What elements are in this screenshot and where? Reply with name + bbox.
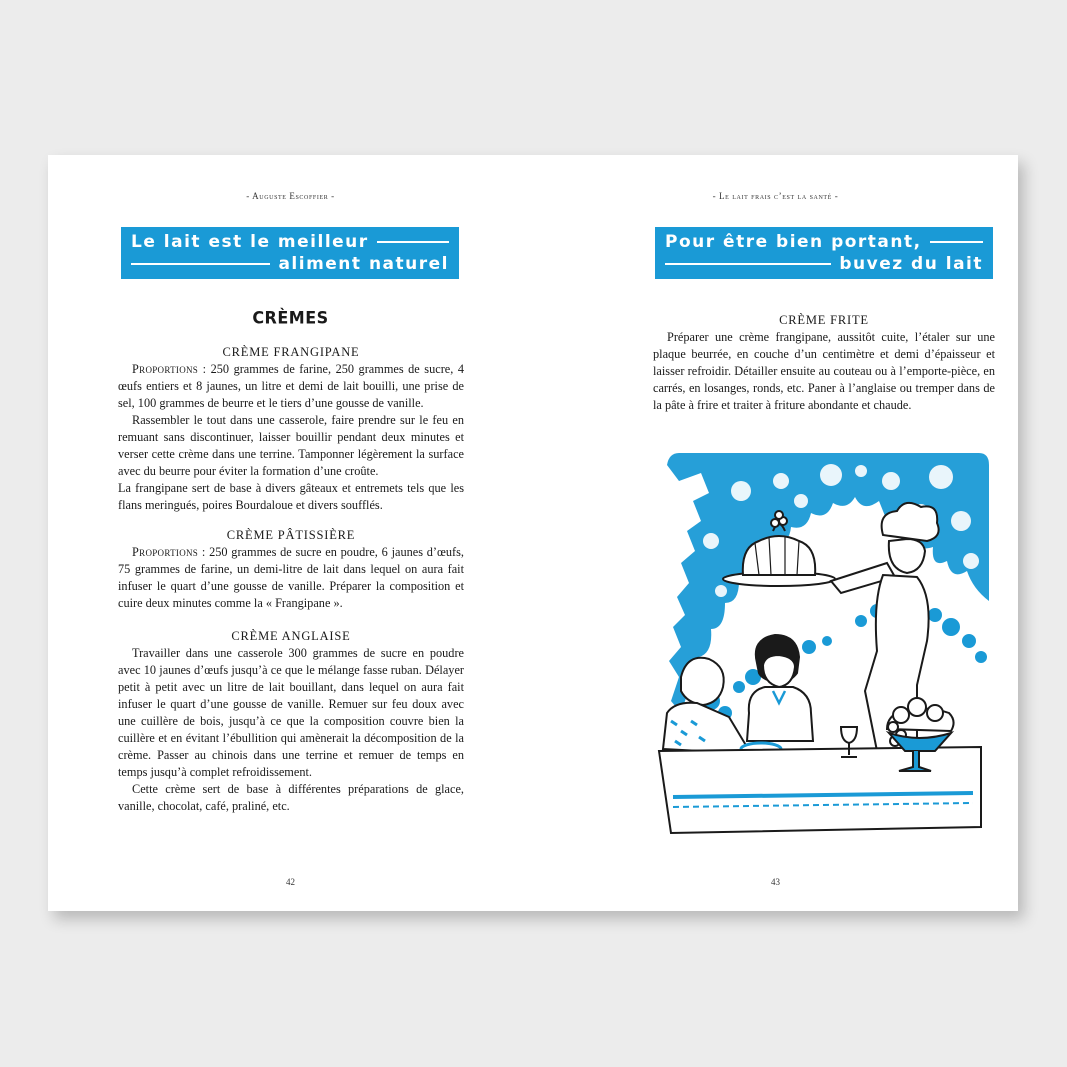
recipe-patissiere <box>118 527 464 612</box>
woman-figure <box>747 635 813 741</box>
page-number-right: 43 <box>771 877 780 887</box>
banner-text-1: Pour être bien portant, <box>665 232 922 252</box>
banner-rule <box>377 241 449 243</box>
banner-line-2 <box>665 254 983 274</box>
recipe-frangipane <box>118 344 464 514</box>
paragraph-text: : 250 grammes de sucre en poudre, 6 jaunes d’œufs, 75 grammes de farine, un demi-litre de lait dans lequel on aura fait infuser le quart d’une gousse de vanille. Préparer la composition et cuire deux minutes comme la « Frangipane ». <box>118 545 464 610</box>
banner-text-2: aliment naturel <box>278 254 449 274</box>
recipe-paragraph: Rassembler le tout dans une casserole, faire prendre sur le feu en remuant sans discontinuer, laisser bouillir pendant deux minutes et verser cette crème dans une terrine. Tamponner légèrement la surface avec du beurre pour éviter la formation d’une croûte. <box>118 413 464 478</box>
chapter-title: CRÈMES <box>252 307 329 328</box>
recipe-paragraph: La frangipane sert de base à divers gâteaux et entremets tels que les flans meringués, poires Bourdaloue et divers soufflés. <box>118 481 464 512</box>
banner-line-2 <box>131 254 449 274</box>
banner-rule <box>665 263 831 265</box>
recipe-title: CRÈME ANGLAISE <box>231 629 351 643</box>
recipe-paragraph: Travailler dans une casserole 300 grammes de sucre en poudre avec 10 jaunes d’œufs jusqu’à ce que le mélange fasse ruban. Délayer petit à petit avec un litre de lait bouillant, dans lequel on aura fait infuser le quart d’une gousse de vanille. Remuer sur feu doux avec une cuillère de bois, jusqu’à ce que la composition couvre bien la cuillère et en évitant l’ébullition qui amènerait la décomposition de la crème. Passer au chinois dans une terrine et remuer de temps en temps jusqu’à complet refroidissement. <box>118 646 464 779</box>
banner-text-2: buvez du lait <box>839 254 983 274</box>
family-dessert-illustration <box>651 451 991 841</box>
left-page <box>48 155 533 911</box>
recipe-frite <box>653 312 995 414</box>
recipe-paragraph: Cette crème sert de base à différentes préparations de glace, vanille, chocolat, café, praliné, etc. <box>118 782 464 813</box>
banner-text-1: Le lait est le meilleur <box>131 232 369 252</box>
book-spread <box>48 155 1018 911</box>
recipe-title: CRÈME FRANGIPANE <box>222 345 360 359</box>
banner-rule <box>131 263 270 265</box>
banner-rule <box>930 241 983 243</box>
recipe-paragraph: Préparer une crème frangipane, aussitôt cuite, l’étaler sur une plaque beurrée, en couche d’un centimètre et demi d’épaisseur et laisser refroidir. Détailler ensuite au couteau ou à l’emporte-pièce, en carrés, en losanges, ronds, etc. Paner à l’anglaise ou tremper dans de la pâte à frire et traiter à friture abondante et chaude. <box>653 330 995 412</box>
running-head-right: - Le lait frais c’est la santé - <box>712 191 839 201</box>
page-number-left: 42 <box>286 877 295 887</box>
recipe-paragraph <box>118 361 464 412</box>
proportions-label: Proportions <box>132 362 199 376</box>
recipe-paragraph <box>118 544 464 612</box>
recipe-title: CRÈME FRITE <box>779 313 869 327</box>
running-head-left: - Auguste Escoffier - <box>246 191 335 201</box>
banner-left <box>121 227 459 279</box>
banner-line-1 <box>131 232 449 252</box>
recipe-title: CRÈME PÂTISSIÈRE <box>226 528 356 542</box>
banner-line-1 <box>665 232 983 252</box>
banner-right <box>655 227 993 279</box>
right-page <box>533 155 1018 911</box>
recipe-anglaise <box>118 628 464 815</box>
proportions-label: Proportions <box>132 545 199 559</box>
paragraph-text: : 250 grammes de farine, 250 grammes de sucre, 4 œufs entiers et 8 jaunes, un litre et demi de lait bouilli, une prise de sel, 100 grammes de beurre et le tiers d’une gousse de vanille. <box>118 362 464 410</box>
